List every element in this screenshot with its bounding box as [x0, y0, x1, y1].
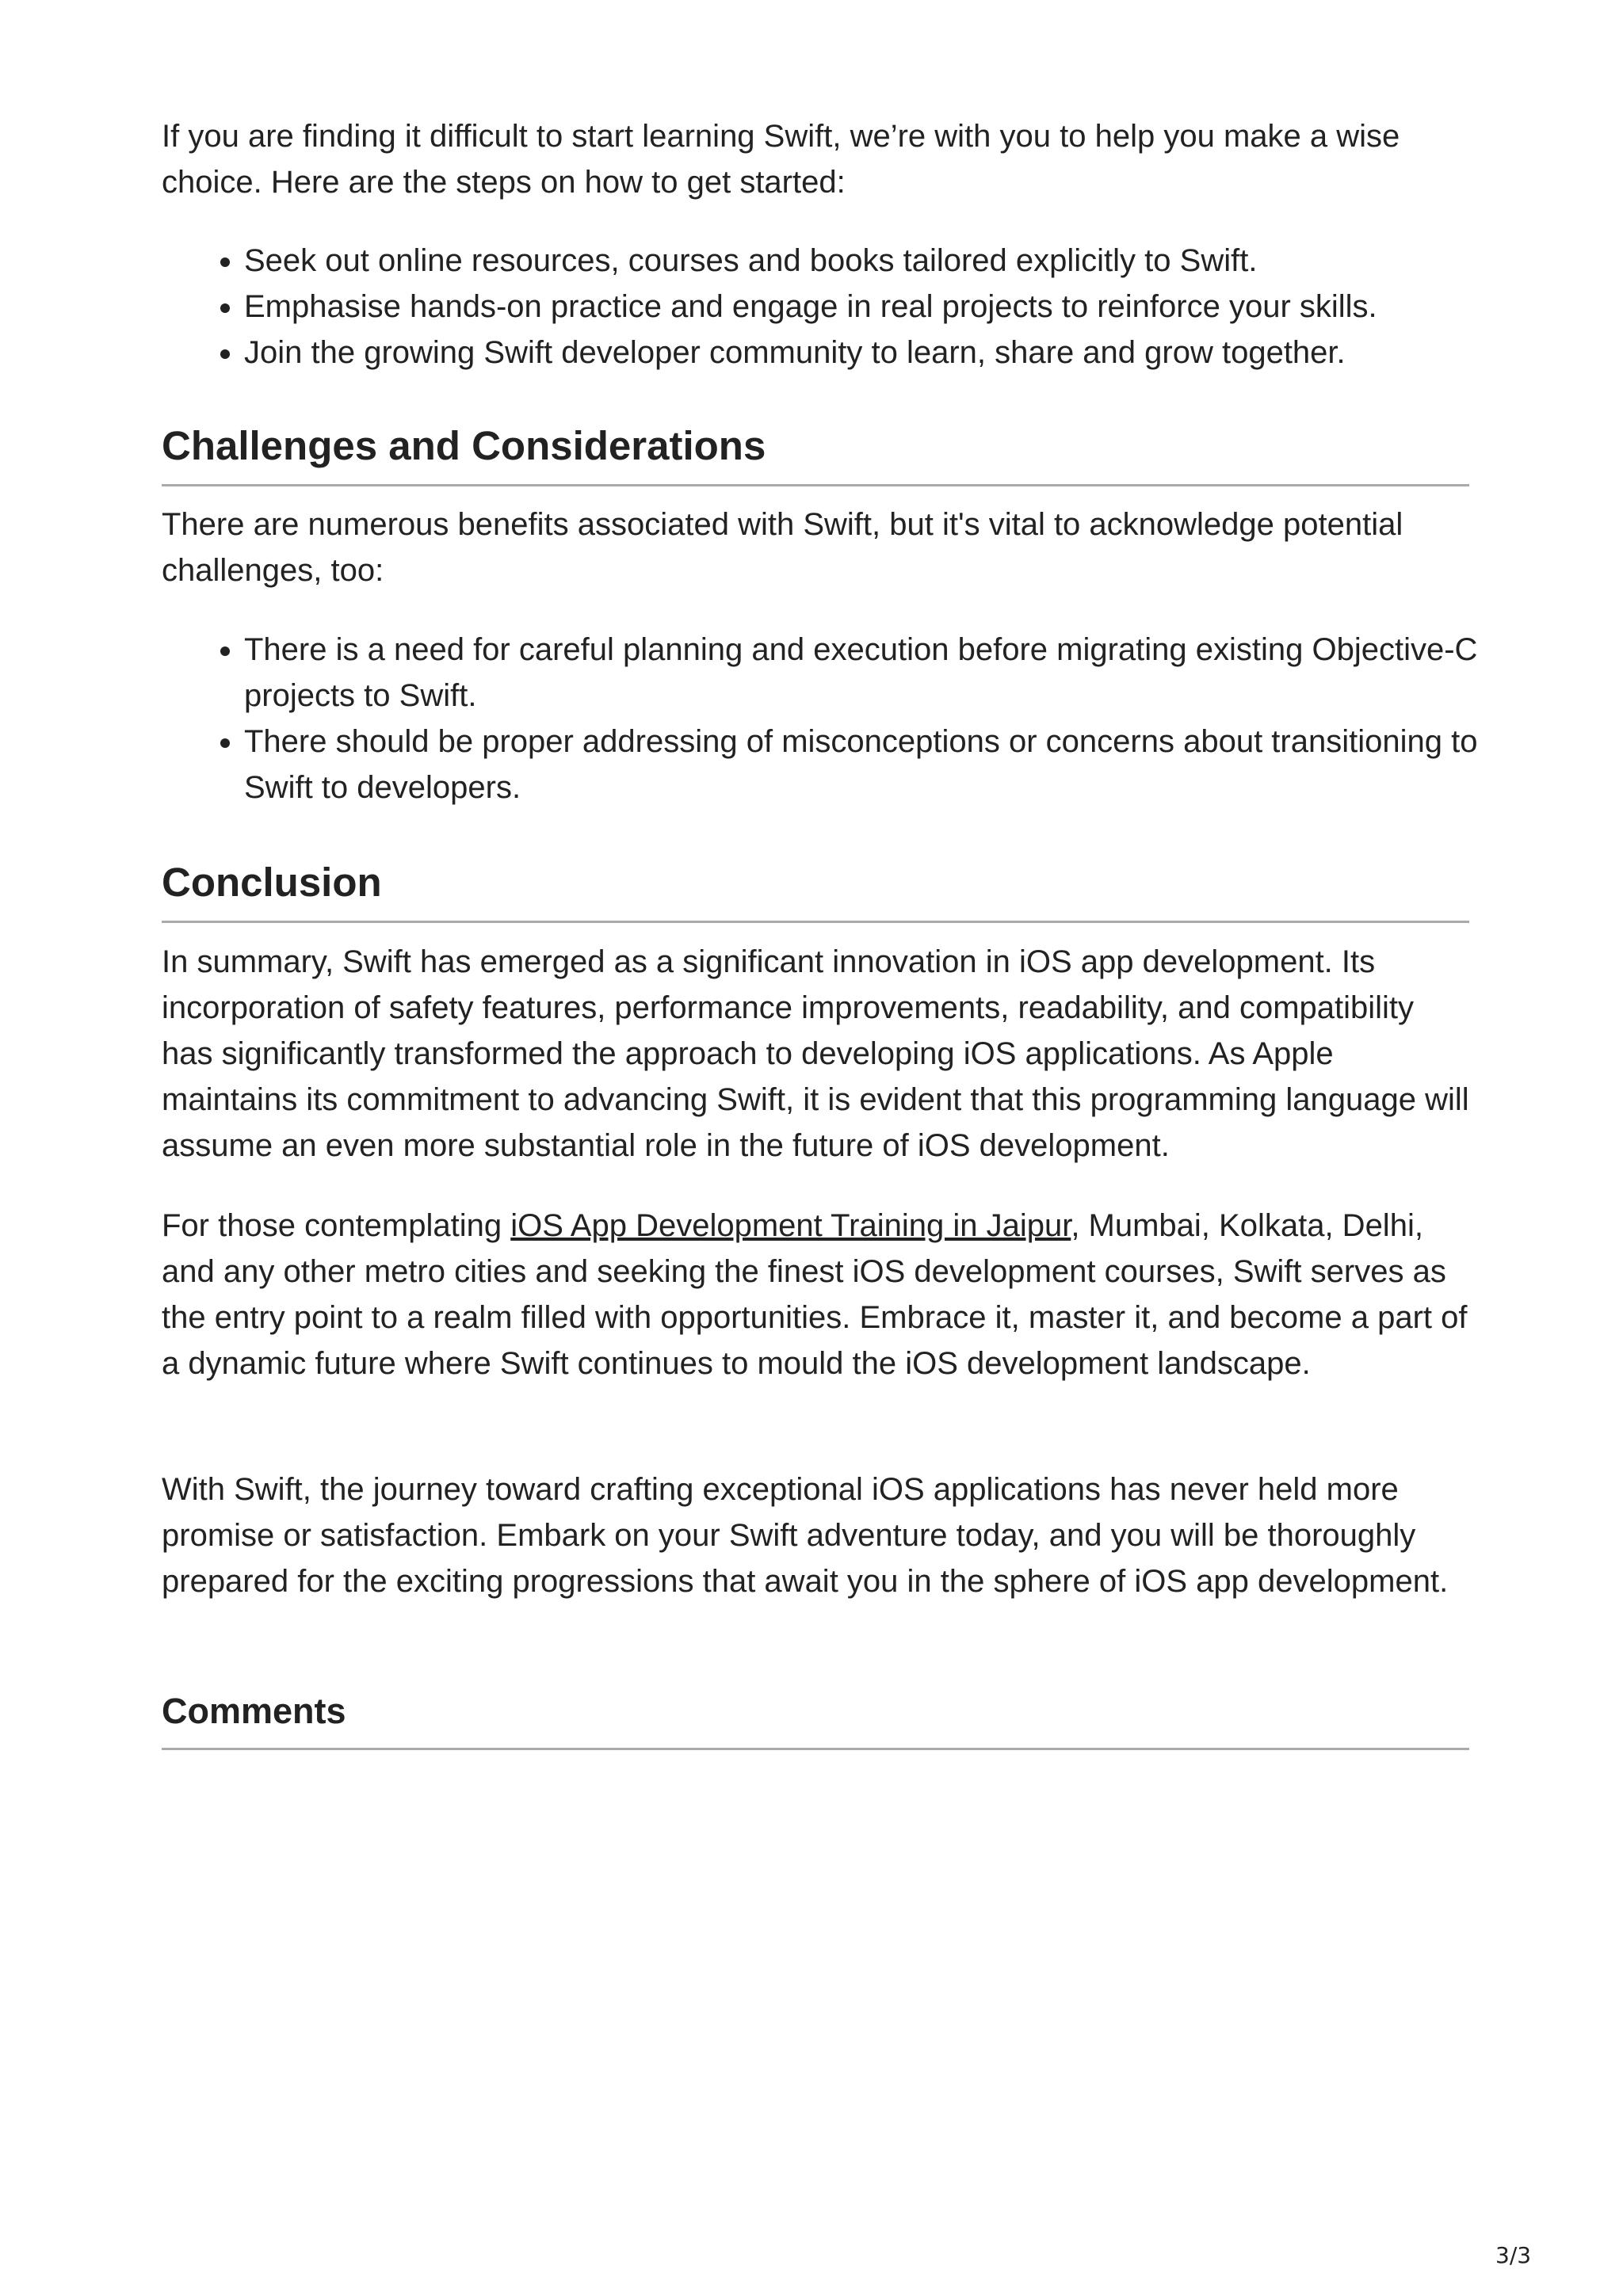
conclusion-paragraph-2	[162, 1203, 1469, 1386]
paragraph-text: For those contemplating	[162, 1208, 511, 1243]
list-item: • There should be proper addressing of misconceptions or concerns about transitioning to Swift to developers.	[244, 719, 1480, 810]
paragraph-text: , Mumbai, Kolkata, Delhi, and any other metro cities and seeking the finest iOS development courses, Swift serves as the entry point to a realm filled with opportunities. Embrace it, master it, and become a part of a dynamic future where Swift continues to mould the iOS development landscape.	[162, 1208, 1468, 1381]
getting-started-steps	[162, 238, 1552, 376]
conclusion-paragraph-3: With Swift, the journey toward crafting exceptional iOS applications has never held more promise or satisfaction. Embark on your Swift adventure today, and you will be thoroughly prepared for the exciting progressions that await you in the sphere of iOS app development.	[162, 1472, 1449, 1599]
list-item: • Join the growing Swift developer community to learn, share and grow together.	[244, 330, 1552, 376]
ios-training-jaipur-link[interactable]: iOS App Development Training in Jaipur	[510, 1208, 1071, 1243]
list-item: • Emphasise hands-on practice and engage in real projects to reinforce your skills.	[244, 284, 1552, 330]
heading-divider	[162, 921, 1469, 923]
page-number: 3/3	[1495, 2242, 1532, 2268]
list-item: • There is a need for careful planning and execution before migrating existing Objective-C projects to Swift.	[244, 627, 1480, 719]
conclusion-heading: Conclusion	[162, 860, 382, 905]
comments-heading: Comments	[162, 1691, 346, 1731]
list-item: • Seek out online resources, courses and books tailored explicitly to Swift.	[244, 238, 1552, 284]
heading-divider	[162, 484, 1469, 486]
challenges-paragraph: There are numerous benefits associated with Swift, but it's vital to acknowledge potential challenges, too:	[162, 507, 1403, 588]
heading-divider	[162, 1748, 1469, 1750]
conclusion-paragraph-1: In summary, Swift has emerged as a significant innovation in iOS app development. Its incorporation of safety features, performance improvements, readability, and compatibility has significantly transformed the approach to developing iOS applications. As Apple maintains its commitment to advancing Swift, it is evident that this programming language will assume an even more substantial role in the future of iOS development.	[162, 944, 1469, 1163]
intro-paragraph: If you are finding it difficult to start learning Swift, we’re with you to help you make a wise choice. Here are the steps on how to get started:	[162, 119, 1400, 200]
challenges-heading: Challenges and Considerations	[162, 423, 766, 468]
challenges-list	[162, 627, 1480, 810]
